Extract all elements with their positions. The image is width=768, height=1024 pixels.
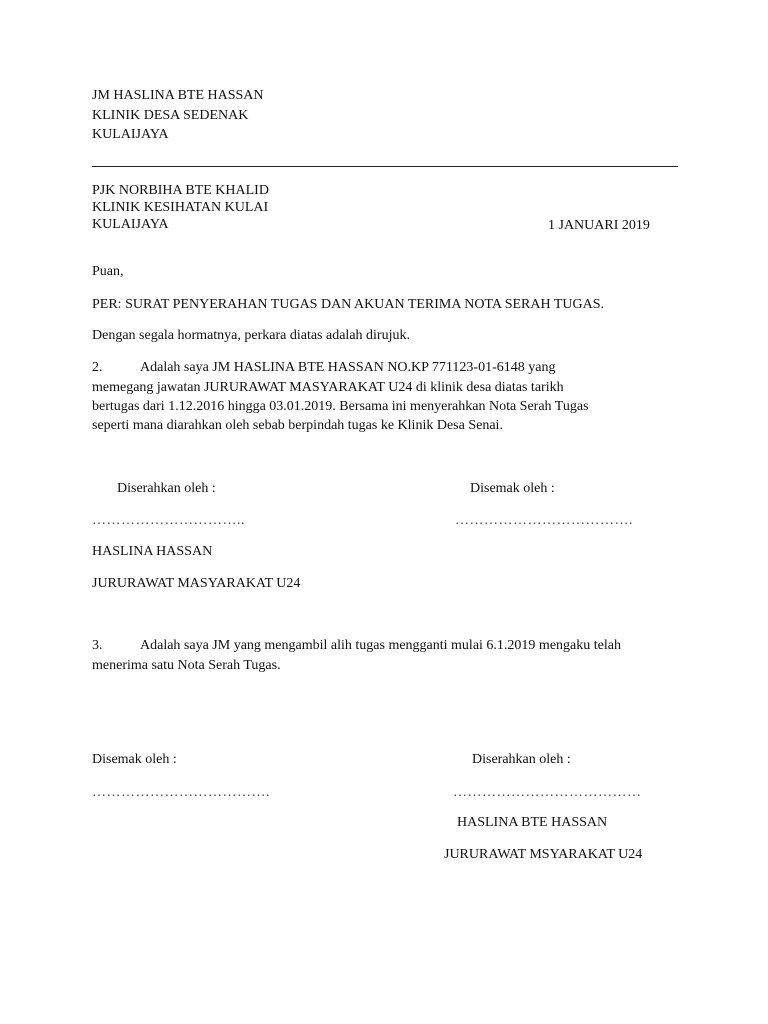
sign2-left-label: Disemak oleh :: [92, 752, 177, 767]
subject-line: PER: SURAT PENYERAHAN TUGAS DAN AKUAN TERIMA NOTA SERAH TUGAS.: [92, 297, 605, 312]
sign1-left-signature-line: …………………………..: [92, 513, 245, 528]
sign2-title: JURURAWAT MSYARAKAT U24: [444, 847, 643, 862]
sender-clinic: KLINIK DESA SEDENAK: [92, 108, 249, 123]
para2-line2: memegang jawatan JURURAWAT MASYARAKAT U24 di klinik desa diatas tarikh: [92, 380, 564, 395]
sign1-right-label: Disemak oleh :: [470, 481, 555, 496]
sign2-left-signature-line: ……………………………….: [92, 785, 270, 800]
salutation: Puan,: [92, 264, 124, 279]
sender-city: KULAIJAYA: [92, 127, 169, 142]
recipient-clinic: KLINIK KESIHATAN KULAI: [92, 200, 269, 215]
para2-line1: Adalah saya JM HASLINA BTE HASSAN NO.KP 771123-01-6148 yang: [140, 360, 556, 375]
para3-line2: menerima satu Nota Serah Tugas.: [92, 658, 281, 673]
sign1-name: HASLINA HASSAN: [92, 544, 213, 559]
sender-name: JM HASLINA BTE HASSAN: [92, 88, 264, 103]
sign1-title: JURURAWAT MASYARAKAT U24: [92, 576, 301, 591]
opening-line: Dengan segala hormatnya, perkara diatas adalah dirujuk.: [92, 328, 410, 343]
recipient-city: KULAIJAYA: [92, 217, 169, 232]
sign2-name: HASLINA BTE HASSAN: [457, 815, 608, 830]
recipient-name: PJK NORBIHA BTE KHALID: [92, 183, 269, 198]
para2-line4: seperti mana diarahkan oleh sebab berpindah tugas ke Klinik Desa Senai.: [92, 418, 503, 433]
header-divider: [92, 166, 678, 167]
sign1-right-signature-line: ……………………………….: [455, 513, 633, 528]
para2-line3: bertugas dari 1.12.2016 hingga 03.01.2019. Bersama ini menyerahkan Nota Serah Tugas: [92, 399, 589, 414]
para3-number: 3.: [92, 638, 103, 653]
para2-number: 2.: [92, 360, 103, 375]
sign2-right-signature-line: …………………………………: [453, 785, 642, 800]
para3-line1: Adalah saya JM yang mengambil alih tugas mengganti mulai 6.1.2019 mengaku telah: [140, 638, 621, 653]
sign2-right-label: Diserahkan oleh :: [472, 752, 571, 767]
sign1-left-label: Diserahkan oleh :: [117, 481, 216, 496]
letter-date: 1 JANUARI 2019: [548, 218, 650, 233]
